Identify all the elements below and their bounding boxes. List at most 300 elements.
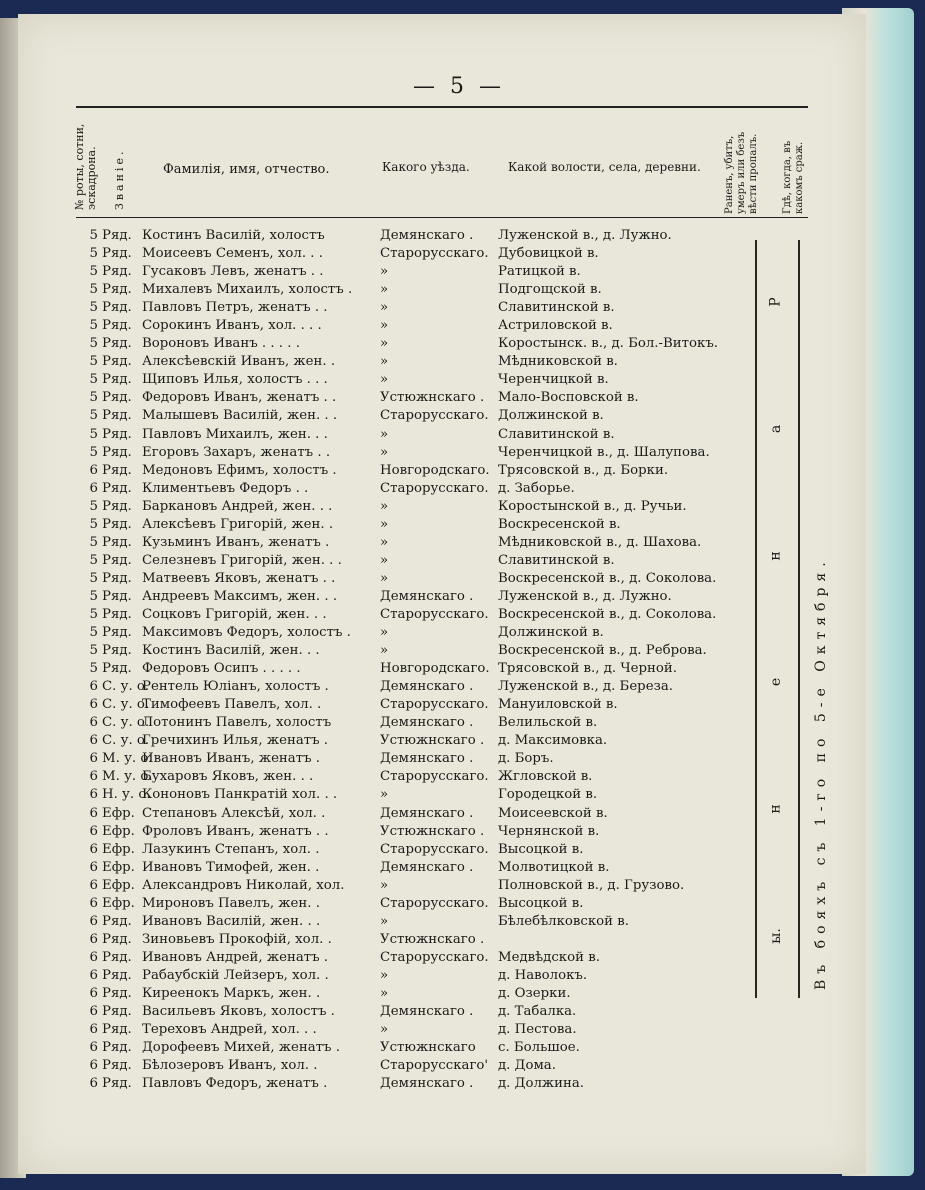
status-word <box>756 239 796 999</box>
row-name: Медоновъ Ефимъ, холостъ . <box>142 462 337 478</box>
header-where: Гдѣ, когда, въ какомъ сраж. <box>782 140 805 214</box>
table-row <box>76 1021 756 1039</box>
row-uezd: Старорусскаго. <box>380 949 489 965</box>
table-row <box>76 480 756 498</box>
row-uezd: Старорусскаго. <box>380 769 489 785</box>
table-row <box>76 859 756 877</box>
row-rank: Ряд. <box>102 552 132 568</box>
row-rank: Ефр. <box>102 805 135 821</box>
header-company: № роты, сотни, эскадрона. <box>73 123 98 210</box>
row-name: Тимофеевъ Павелъ, хол. . <box>142 697 322 713</box>
row-uezd: Устюжнскаго . <box>380 733 485 749</box>
row-company: 5 <box>89 661 98 677</box>
row-company: 6 <box>89 787 98 803</box>
row-name: Климентьевъ Федоръ . . <box>142 480 309 496</box>
row-rank: Ряд. <box>102 498 132 514</box>
row-uezd: » <box>380 552 389 568</box>
table-row <box>76 913 756 931</box>
row-uezd: Старорусскаго. <box>380 697 489 713</box>
row-name: Дорофеевъ Михей, женатъ . <box>142 1040 340 1056</box>
row-company: 6 <box>89 949 98 965</box>
row-volost: Воскресенской в. <box>498 516 621 532</box>
row-rank: Ефр. <box>102 895 135 911</box>
row-uezd: » <box>380 787 389 803</box>
row-volost: Астриловской в. <box>498 318 613 334</box>
table-row <box>76 498 756 516</box>
row-rank: Ряд. <box>102 588 132 604</box>
row-company: 5 <box>89 228 98 243</box>
table-row <box>76 786 756 804</box>
row-uezd: Новгородскаго. <box>380 661 490 677</box>
row-uezd: » <box>380 516 389 532</box>
row-volost: Чернянской в. <box>498 823 600 839</box>
row-rank: Ряд. <box>102 1022 132 1038</box>
row-uezd: Старорусскаго. <box>380 895 489 911</box>
table-row <box>76 407 756 425</box>
row-volost: Ратицкой в. <box>498 264 581 280</box>
row-name: Степановъ Алексѣй, хол. . <box>142 805 326 821</box>
table-row <box>76 444 756 462</box>
row-rank: Ряд. <box>102 318 132 334</box>
table-row <box>76 245 756 263</box>
row-company: 6 <box>89 877 98 893</box>
row-uezd: Старорусскаго. <box>380 606 489 622</box>
row-rank: Ряд. <box>102 913 132 929</box>
row-uezd: » <box>380 498 389 514</box>
row-company: 5 <box>89 282 98 298</box>
row-volost: Коростынск. в., д. Бол.-Витокъ. <box>498 336 719 352</box>
table-row <box>76 877 756 895</box>
row-volost: Мѣдниковской в. <box>498 354 618 370</box>
row-company: 6 <box>89 913 98 929</box>
row-volost: Молвотицкой в. <box>498 859 610 875</box>
header-status: Раненъ, убитъ, умеръ или безъ вѣсти пропалъ. <box>724 131 759 214</box>
table-row <box>76 552 756 570</box>
row-uezd: » <box>380 985 389 1001</box>
table-row <box>76 534 756 552</box>
table-row <box>76 732 756 750</box>
row-volost: Луженской в., д. Береза. <box>498 679 673 695</box>
page-number: — 5 — <box>413 74 505 99</box>
row-uezd: » <box>380 300 389 316</box>
row-name: Павловъ Петръ, женатъ . . <box>142 300 328 316</box>
status-letter: ы. <box>768 927 784 944</box>
row-uezd: » <box>380 354 389 370</box>
header-fio: Фамилiя, имя, отчество. <box>163 162 330 177</box>
row-uezd: Демянскаго . <box>380 715 474 731</box>
row-volost: Трясовской в., д. Борки. <box>498 462 669 478</box>
row-company: 5 <box>89 588 98 604</box>
row-uezd: » <box>380 570 389 586</box>
status-letter: н <box>768 804 784 814</box>
row-rank: Ряд. <box>102 282 132 298</box>
row-name: Ивановъ Иванъ, женатъ . <box>142 751 320 767</box>
table-row <box>76 1057 756 1075</box>
row-name: Егоровъ Захаръ, женатъ . . <box>142 444 331 460</box>
table-row <box>76 768 756 786</box>
row-rank: Ряд. <box>102 570 132 586</box>
row-name: Павловъ Федоръ, женатъ . <box>142 1076 328 1092</box>
row-name: Васильевъ Яковъ, холостъ . <box>142 1004 335 1020</box>
row-uezd: » <box>380 426 389 442</box>
row-rank: М. у. о. <box>102 769 153 785</box>
row-company: 6 <box>89 751 98 767</box>
row-name: Фроловъ Иванъ, женатъ . . <box>142 823 329 839</box>
row-company: 5 <box>89 300 98 316</box>
table-row <box>76 985 756 1003</box>
row-volost: Коростынской в., д. Ручьи. <box>498 498 687 514</box>
row-company: 5 <box>89 498 98 514</box>
row-company: 6 <box>89 895 98 911</box>
table-row <box>76 353 756 371</box>
row-uezd: » <box>380 1022 389 1038</box>
row-volost: Луженской в., д. Лужно. <box>498 228 672 243</box>
table-row <box>76 426 756 444</box>
row-name: Лотонинъ Павелъ, холостъ <box>142 715 332 731</box>
row-name: Гречихинъ Илья, женатъ . <box>142 733 329 749</box>
row-company: 6 <box>89 733 98 749</box>
row-company: 5 <box>89 552 98 568</box>
status-letter: Р <box>767 297 784 308</box>
table-row <box>76 1075 756 1093</box>
table-row <box>76 841 756 859</box>
row-company: 5 <box>89 516 98 532</box>
where-brace <box>798 240 800 998</box>
row-company: 5 <box>89 372 98 388</box>
row-rank: Ряд. <box>102 480 132 496</box>
row-company: 5 <box>89 354 98 370</box>
row-name: Максимовъ Федоръ, холостъ . <box>142 625 351 641</box>
row-company: 6 <box>89 1058 98 1074</box>
row-name: Александровъ Николай, хол. <box>142 877 345 893</box>
row-uezd: Устюжнскаго . <box>380 823 485 839</box>
row-name: Павловъ Михаилъ, жен. . . <box>142 426 328 442</box>
row-company: 6 <box>89 462 98 478</box>
row-name: Алексѣевъ Григорiй, жен. . <box>142 516 334 532</box>
row-name: Федоровъ Осипъ . . . . . <box>142 661 301 677</box>
row-rank: Ряд. <box>102 246 132 262</box>
row-company: 6 <box>89 931 98 947</box>
row-volost: Славитинской в. <box>498 300 615 316</box>
row-name: Лазукинъ Степанъ, хол. . <box>142 841 320 857</box>
row-rank: Ряд. <box>102 354 132 370</box>
row-rank: Ряд. <box>102 625 132 641</box>
table-row <box>76 588 756 606</box>
row-name: Ивановъ Андрей, женатъ . <box>142 949 329 965</box>
row-name: Ивановъ Василiй, жен. . . <box>142 913 321 929</box>
row-rank: Ряд. <box>102 444 132 460</box>
row-company: 5 <box>89 246 98 262</box>
table-row <box>76 624 756 642</box>
table-row <box>76 371 756 389</box>
table-row <box>76 462 756 480</box>
row-uezd: » <box>380 264 389 280</box>
row-rank: Ряд. <box>102 534 132 550</box>
row-uezd: Устюжнскаго . <box>380 931 485 947</box>
row-volost: д. Заборье. <box>498 480 575 496</box>
table-row <box>76 660 756 678</box>
row-company: 6 <box>89 823 98 839</box>
battle-note: Въ бояхъ съ 1-го по 5-е Октября. <box>813 556 829 990</box>
status-letter: е <box>767 678 784 687</box>
row-name: Кононовъ Панкратiй хол. . . <box>142 787 338 803</box>
row-uezd: Демянскаго . <box>380 751 474 767</box>
table-row <box>76 967 756 985</box>
row-uezd: Старорусскаго. <box>380 841 489 857</box>
row-uezd: » <box>380 877 389 893</box>
row-rank: М. у. о. <box>102 751 153 767</box>
row-company: 6 <box>89 985 98 1001</box>
table-row <box>76 317 756 335</box>
table-row <box>76 606 756 624</box>
row-uezd: Старорусскаго. <box>380 246 489 262</box>
row-company: 6 <box>89 967 98 983</box>
row-rank: С. у. о. <box>102 679 150 695</box>
row-company: 5 <box>89 534 98 550</box>
row-volost: Подгощской в. <box>498 282 602 298</box>
row-rank: Ряд. <box>102 516 132 532</box>
casualty-list <box>76 227 756 1093</box>
row-uezd: Демянскаго . <box>380 805 474 821</box>
row-volost: Черенчицкой в. <box>498 372 609 388</box>
row-name: Костинъ Василiй, холостъ <box>142 228 325 243</box>
row-name: Кузьминъ Иванъ, женатъ . <box>142 534 330 550</box>
row-rank: Ряд. <box>102 1058 132 1074</box>
row-volost: Медвѣдской в. <box>498 949 600 965</box>
header-rank: Званiе. <box>113 148 126 210</box>
row-name: Малышевъ Василiй, жен. . . <box>142 408 338 424</box>
row-name: Рентель Юлiанъ, холостъ . <box>142 679 329 695</box>
row-rank: Ряд. <box>102 1040 132 1056</box>
row-company: 6 <box>89 1076 98 1092</box>
row-uezd: Демянскаго . <box>380 588 474 604</box>
row-name: Алексѣевскiй Иванъ, жен. . <box>142 354 336 370</box>
table-row <box>76 642 756 660</box>
row-rank: Ряд. <box>102 372 132 388</box>
row-uezd: » <box>380 625 389 641</box>
row-name: Рабаубскiй Лейзеръ, хол. . <box>142 967 329 983</box>
row-rank: Ряд. <box>102 985 132 1001</box>
table-row <box>76 750 756 768</box>
row-volost: Городецкой в. <box>498 787 598 803</box>
row-rank: Ефр. <box>102 841 135 857</box>
row-name: Гусаковъ Левъ, женатъ . . <box>142 264 324 280</box>
row-uezd: Устюжнскаго . <box>380 390 485 406</box>
row-uezd: » <box>380 643 389 659</box>
header-bottom-rule <box>76 217 808 218</box>
table-row <box>76 335 756 353</box>
row-company: 6 <box>89 697 98 713</box>
row-company: 6 <box>89 679 98 695</box>
row-company: 6 <box>89 841 98 857</box>
row-rank: Ряд. <box>102 408 132 424</box>
row-rank: Ряд. <box>102 228 132 243</box>
document-page <box>18 14 866 1174</box>
row-rank: Ряд. <box>102 264 132 280</box>
row-rank: Ряд. <box>102 949 132 965</box>
row-rank: Ряд. <box>102 1004 132 1020</box>
row-rank: Ряд. <box>102 643 132 659</box>
table-row <box>76 823 756 841</box>
row-company: 5 <box>89 408 98 424</box>
row-uezd: Демянскаго . <box>380 1004 474 1020</box>
row-company: 5 <box>89 625 98 641</box>
row-volost: Полновской в., д. Грузово. <box>498 877 685 893</box>
row-rank: Ряд. <box>102 967 132 983</box>
row-name: Федоровъ Иванъ, женатъ . . <box>142 390 337 406</box>
row-volost: Высоцкой в. <box>498 895 584 911</box>
table-row <box>76 263 756 281</box>
row-volost: Велильской в. <box>498 715 598 731</box>
row-rank: Ефр. <box>102 859 135 875</box>
row-rank: С. у. о. <box>102 697 150 713</box>
status-letter: а <box>767 424 784 434</box>
row-company: 5 <box>89 390 98 406</box>
table-row <box>76 1003 756 1021</box>
row-volost: д. Пестова. <box>498 1022 577 1038</box>
row-volost: Дубовицкой в. <box>498 246 599 262</box>
row-uezd: » <box>380 967 389 983</box>
row-rank: Ефр. <box>102 823 135 839</box>
row-rank: С. у. о. <box>102 733 150 749</box>
row-uezd: » <box>380 444 389 460</box>
table-row <box>76 714 756 732</box>
row-company: 5 <box>89 570 98 586</box>
row-rank: Ряд. <box>102 390 132 406</box>
row-rank: Ряд. <box>102 300 132 316</box>
table-row <box>76 1039 756 1057</box>
table-row <box>76 895 756 913</box>
row-volost: Трясовской в., д. Черной. <box>498 661 677 677</box>
row-name: Андреевъ Максимъ, жен. . . <box>142 588 338 604</box>
row-volost: Черенчицкой в., д. Шалупова. <box>498 444 710 460</box>
row-volost: Должинской в. <box>498 625 604 641</box>
row-volost: Луженской в., д. Лужно. <box>498 588 672 604</box>
row-uezd: » <box>380 282 389 298</box>
row-volost: Бѣлебѣлковской в. <box>498 913 629 929</box>
row-name: Михалевъ Михаилъ, холостъ . <box>142 282 353 298</box>
row-volost: Славитинской в. <box>498 552 615 568</box>
row-uezd: Старорусскаго' <box>380 1058 489 1074</box>
row-volost: д. Максимовка. <box>498 733 608 749</box>
row-name: Мироновъ Павелъ, жен. . <box>142 895 320 911</box>
row-volost: Моисеевской в. <box>498 805 608 821</box>
row-rank: Ряд. <box>102 931 132 947</box>
row-name: Тереховъ Андрей, хол. . . <box>142 1022 317 1038</box>
row-uezd: Старорусскаго. <box>380 480 489 496</box>
row-uezd: Устюжнскаго <box>380 1040 476 1056</box>
row-company: 5 <box>89 606 98 622</box>
row-volost: Мѣдниковской в., д. Шахова. <box>498 534 702 550</box>
row-rank: Н. у. о. <box>102 787 151 803</box>
header-top-rule <box>76 106 808 108</box>
row-uezd: Новгородскаго. <box>380 462 490 478</box>
row-uezd: Демянскаго . <box>380 228 474 243</box>
row-company: 5 <box>89 264 98 280</box>
row-name: Щиповъ Илья, холостъ . . . <box>142 372 328 388</box>
row-uezd: » <box>380 336 389 352</box>
row-volost: д. Табалка. <box>498 1004 577 1020</box>
row-volost: Мануиловской в. <box>498 697 618 713</box>
row-volost: д. Дома. <box>498 1058 556 1074</box>
row-volost: д. Озерки. <box>498 985 571 1001</box>
row-company: 6 <box>89 1022 98 1038</box>
status-letter: н <box>768 550 784 561</box>
row-company: 5 <box>89 336 98 352</box>
row-volost: Должинской в. <box>498 408 604 424</box>
row-name: Зиновьевъ Прокофiй, хол. . <box>142 931 332 947</box>
row-company: 6 <box>89 805 98 821</box>
row-uezd: » <box>380 318 389 334</box>
table-row <box>76 678 756 696</box>
row-volost: Воскресенской в., д. Реброва. <box>498 643 707 659</box>
row-company: 5 <box>89 426 98 442</box>
row-company: 6 <box>89 715 98 731</box>
row-uezd: Старорусскаго. <box>380 408 489 424</box>
row-rank: Ряд. <box>102 336 132 352</box>
table-row <box>76 570 756 588</box>
row-name: Бухаровъ Яковъ, жен. . . <box>142 769 314 785</box>
row-company: 6 <box>89 859 98 875</box>
table-row <box>76 949 756 967</box>
row-name: Баркановъ Андрей, жен. . . <box>142 498 333 514</box>
row-company: 5 <box>89 643 98 659</box>
table-row <box>76 389 756 407</box>
table-row <box>76 227 756 245</box>
row-company: 6 <box>89 1040 98 1056</box>
row-volost: д. Наволокъ. <box>498 967 588 983</box>
row-uezd: » <box>380 534 389 550</box>
table-row <box>76 299 756 317</box>
row-name: Селезневъ Григорiй, жен. . . <box>142 552 342 568</box>
row-name: Ивановъ Тимофей, жен. . <box>142 859 320 875</box>
row-volost: д. Боръ. <box>498 751 554 767</box>
table-row <box>76 805 756 823</box>
row-volost: Высоцкой в. <box>498 841 584 857</box>
row-rank: Ряд. <box>102 1076 132 1092</box>
row-name: Бѣлозеровъ Иванъ, хол. . <box>142 1058 318 1074</box>
row-name: Моисеевъ Семенъ, хол. . . <box>142 246 323 262</box>
row-name: Киреенокъ Маркъ, жен. . <box>142 985 321 1001</box>
row-name: Матвеевъ Яковъ, женатъ . . <box>142 570 336 586</box>
row-rank: С. у. о. <box>102 715 150 731</box>
row-volost: Мало-Восповской в. <box>498 390 639 406</box>
row-rank: Ряд. <box>102 462 132 478</box>
row-uezd: » <box>380 913 389 929</box>
row-rank: Ряд. <box>102 606 132 622</box>
row-company: 6 <box>89 480 98 496</box>
row-volost: Воскресенской в., д. Соколова. <box>498 570 717 586</box>
row-name: Вороновъ Иванъ . . . . . <box>142 336 300 352</box>
header-volost: Какой волости, села, деревни. <box>508 160 701 174</box>
row-uezd: Демянскаго . <box>380 859 474 875</box>
row-name: Костинъ Василiй, жен. . . <box>142 643 320 659</box>
row-uezd: Демянскаго . <box>380 1076 474 1092</box>
table-row <box>76 516 756 534</box>
row-name: Соцковъ Григорiй, жен. . . <box>142 606 327 622</box>
row-volost: д. Должина. <box>498 1076 585 1092</box>
row-volost: с. Большое. <box>498 1040 580 1056</box>
row-volost: Жгловской в. <box>498 769 593 785</box>
table-row <box>76 281 756 299</box>
row-company: 6 <box>89 769 98 785</box>
row-rank: Ряд. <box>102 426 132 442</box>
row-rank: Ряд. <box>102 661 132 677</box>
row-volost: Славитинской в. <box>498 426 615 442</box>
row-rank: Ефр. <box>102 877 135 893</box>
row-company: 5 <box>89 444 98 460</box>
row-company: 5 <box>89 318 98 334</box>
